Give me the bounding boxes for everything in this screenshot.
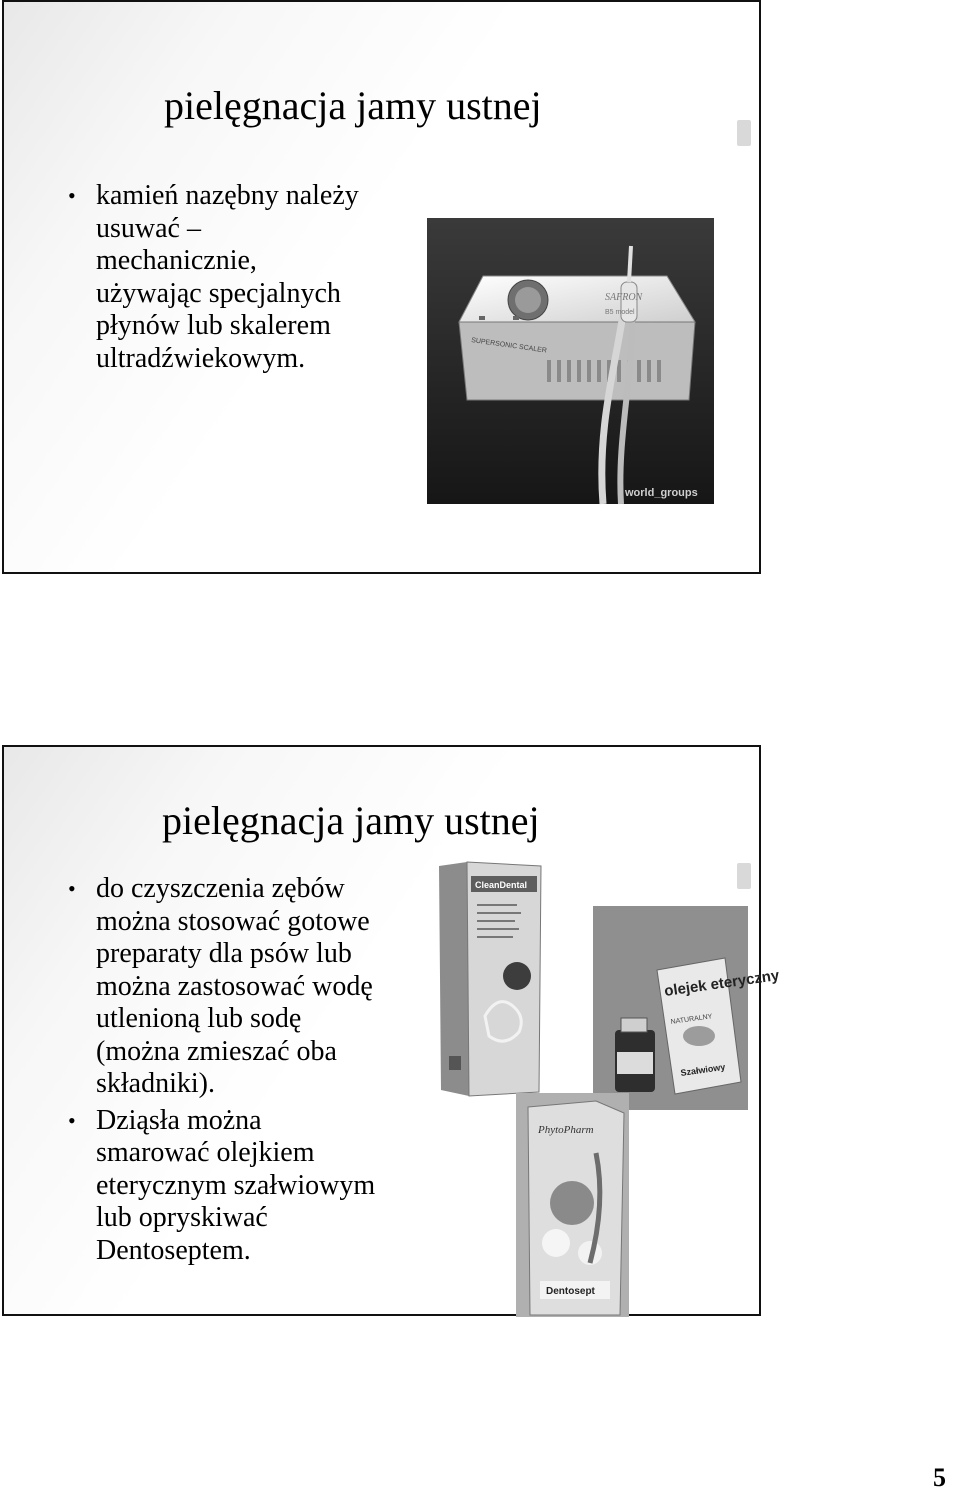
oil-product-text: olejek eteryczny [663, 966, 781, 1000]
bullet-item [68, 180, 359, 375]
dentosept-box-image [516, 1093, 629, 1317]
dentosept-brand-text: PhytoPharm [538, 1124, 594, 1136]
slide-2-title: pielęgnacja jamy ustnej [162, 798, 540, 843]
bullet-line: smarować olejkiem [96, 1137, 315, 1168]
dentosept-product-text: Dentosept [546, 1286, 595, 1297]
bullet-line: Dentoseptem. [96, 1234, 251, 1266]
bullet-line: składniki). [96, 1068, 215, 1099]
bullet-line: usuwać – [96, 212, 201, 244]
device-brand-text: SAFRON [605, 292, 643, 303]
bullet-line: używając specjalnych [96, 277, 341, 309]
bullet-icon: • [68, 876, 76, 901]
essential-oil-image [593, 906, 781, 1110]
bullet-line: mechanicznie, [96, 245, 257, 276]
bullet-line: płynów lub skalerem [96, 310, 331, 341]
bullet-line: ultradźwiekowym. [96, 342, 306, 374]
page-number: 5 [933, 1463, 946, 1492]
bullet-line: preparaty dla psów lub [96, 938, 352, 969]
oil-flavor-text: Szałwiowy [679, 1061, 726, 1078]
bullet-item [68, 873, 375, 1101]
bullet-line: można zastosować wodę [96, 970, 373, 1002]
bullet-line: do czyszczenia zębów [96, 873, 345, 904]
slide-2 [2, 745, 781, 1316]
device-side-text: SUPERSONIC SCALER [470, 337, 548, 355]
oil-sub-text: NATURALNY [670, 1013, 713, 1026]
bullet-line: utlenioną lub sodę [96, 1003, 302, 1034]
toothpaste-box-image [433, 846, 555, 1110]
bullet-item [68, 1105, 375, 1268]
bullet-icon: • [68, 183, 76, 208]
slide-1-bullets [68, 180, 359, 375]
slide-1-title: pielęgnacja jamy ustnej [164, 83, 542, 128]
slide-2-bullets [68, 873, 375, 1267]
bullet-line: kamień nazębny należy [96, 180, 359, 211]
toothpaste-brand-text: CleanDental [475, 880, 528, 890]
bullet-line: (można zmieszać oba [96, 1035, 337, 1067]
slide-1 [2, 0, 761, 574]
bullet-line: Dziąsła można [96, 1104, 262, 1136]
device-model-text: B5 model [605, 309, 635, 316]
bullet-line: można stosować gotowe [96, 905, 370, 937]
slide-tab-marker [737, 120, 751, 146]
image-watermark: world_groups [625, 487, 698, 499]
bullet-line: eterycznym szałwiowym [96, 1169, 376, 1201]
bullet-icon: • [68, 1107, 76, 1133]
scaler-device-image [427, 218, 714, 504]
slide-tab-marker [737, 863, 751, 889]
bullet-line: lub opryskiwać [96, 1202, 268, 1233]
